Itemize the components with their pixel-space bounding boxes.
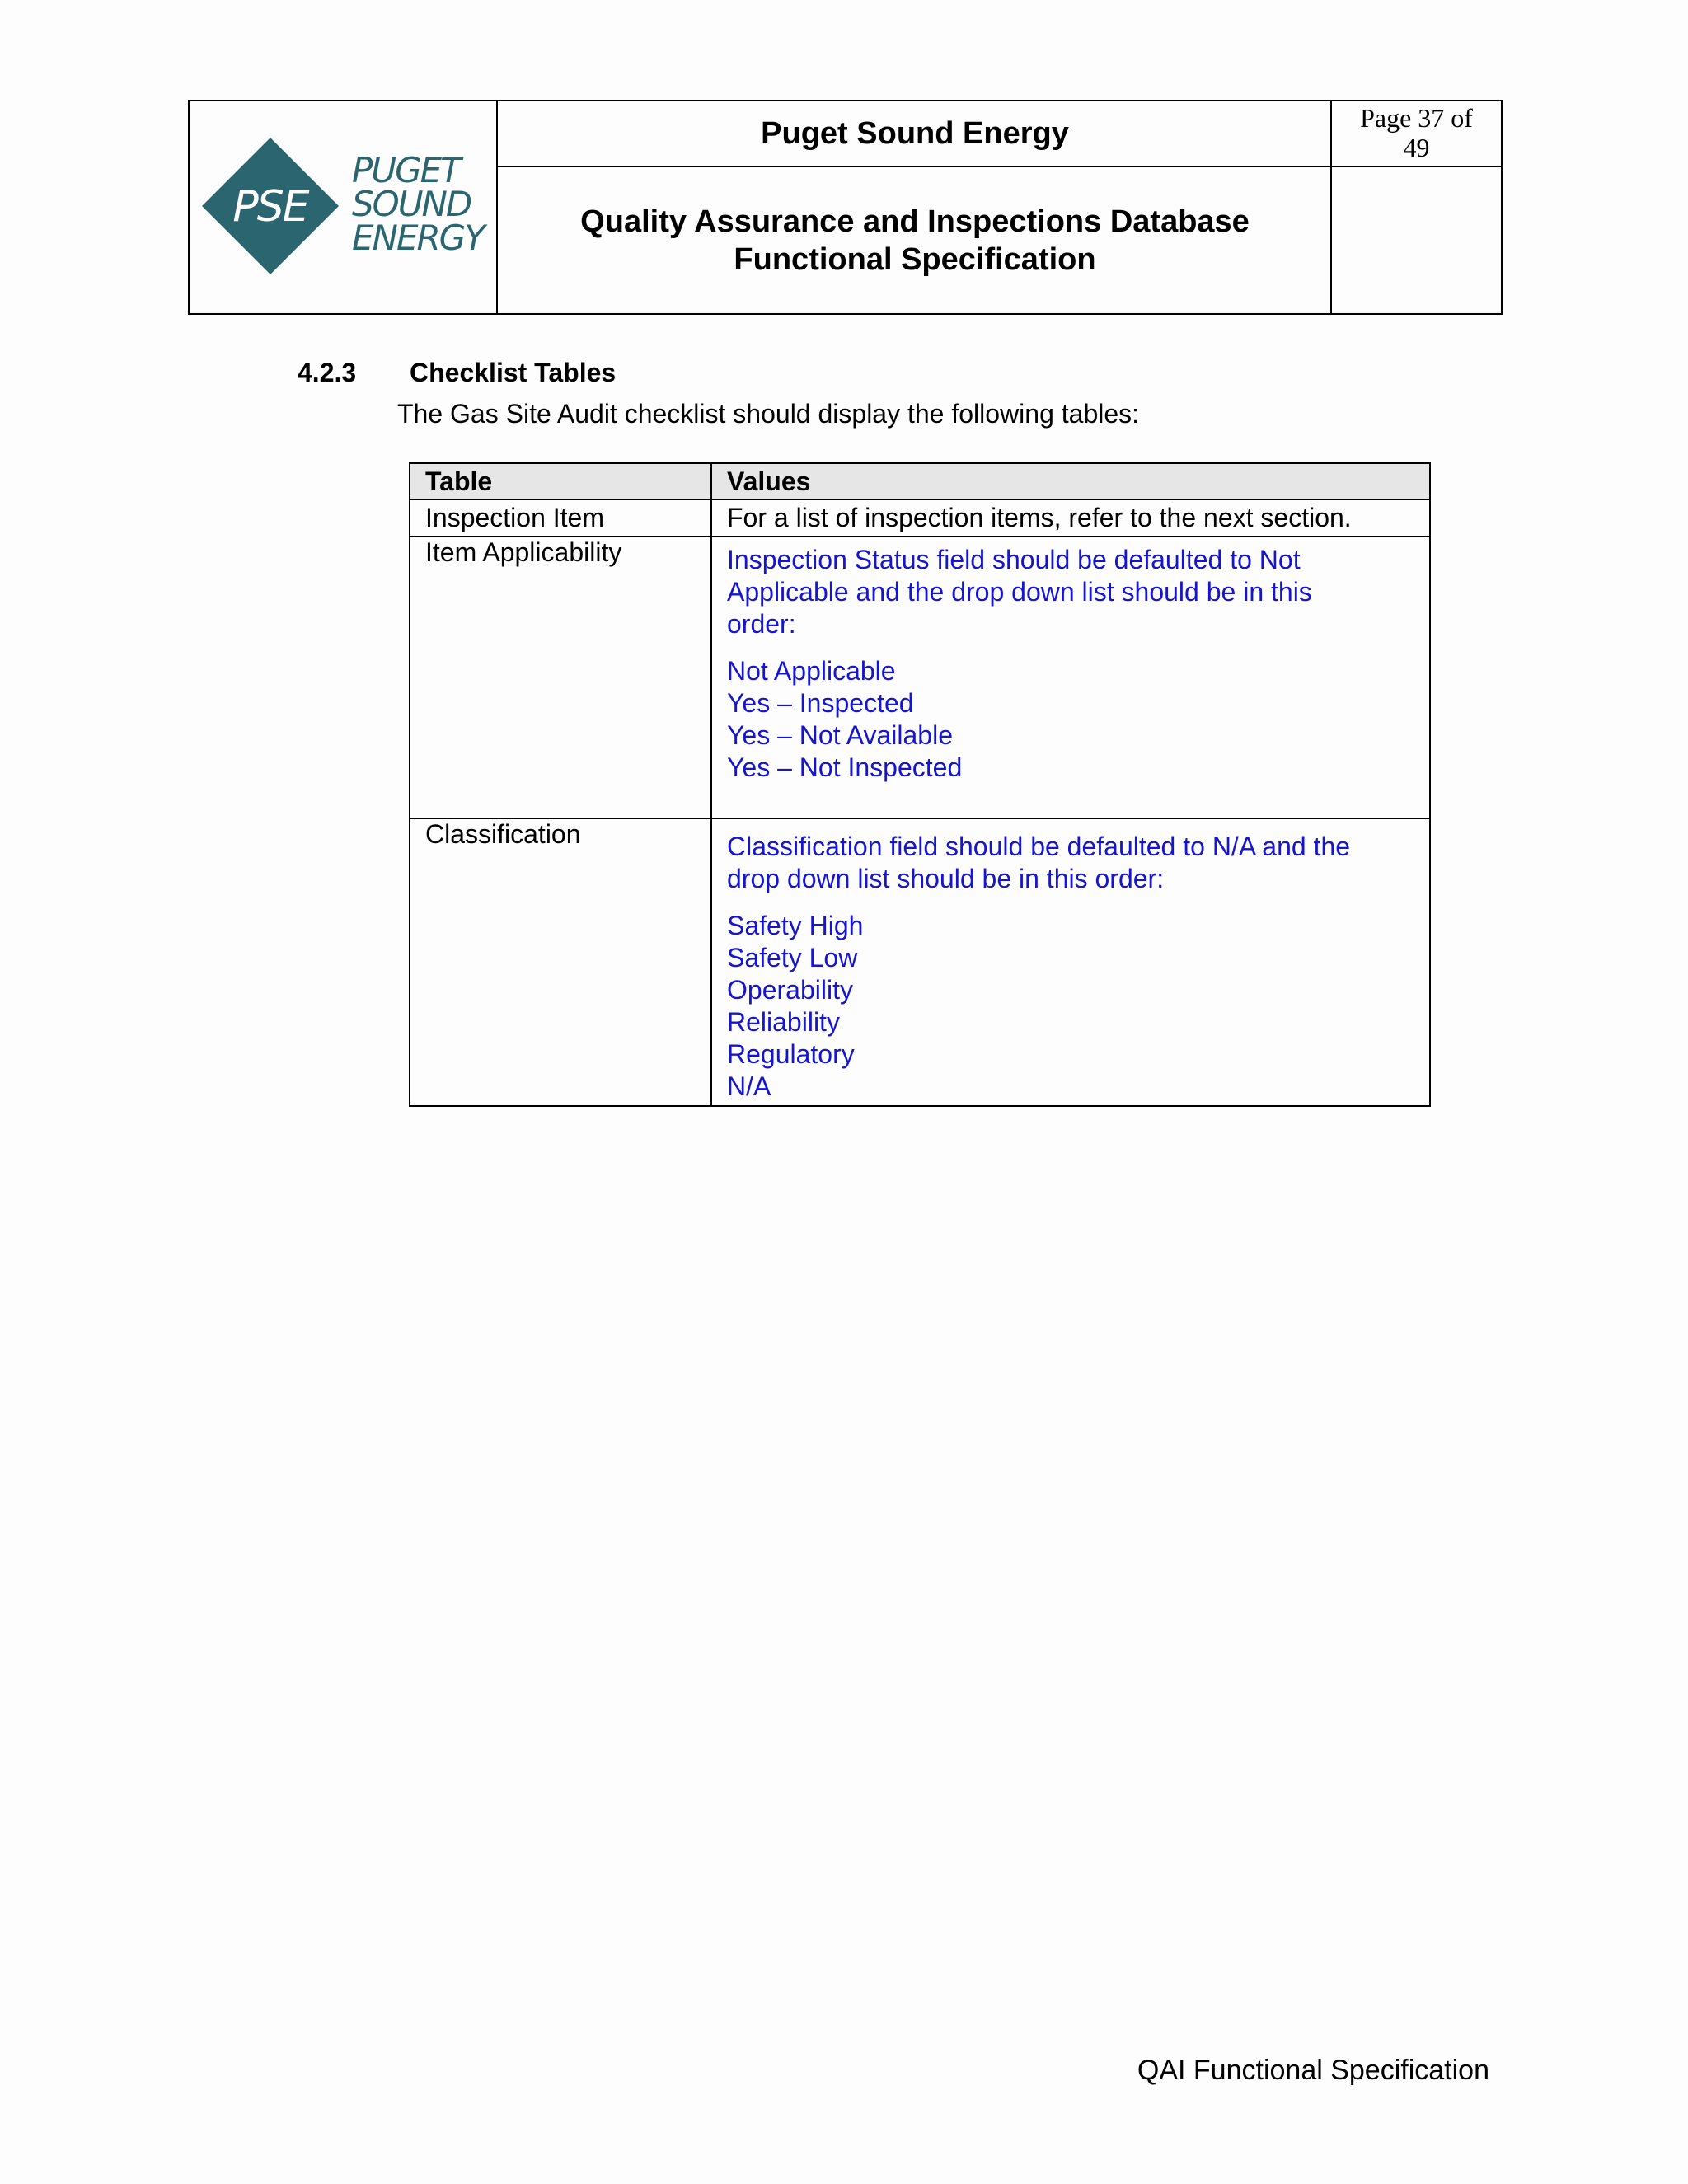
document-header: [188, 100, 1503, 315]
table-name-cell: Classification: [410, 818, 711, 1106]
value-description: Inspection Status field should be defaulted to Not: [727, 545, 1301, 574]
logo-word-2: SOUND: [352, 184, 471, 224]
list-option: Operability: [727, 975, 853, 1005]
list-option: Yes – Not Inspected: [727, 752, 963, 782]
list-option: Not Applicable: [727, 656, 896, 686]
logo-word-3: ENERGY: [352, 218, 484, 258]
list-option: Yes – Not Available: [727, 720, 953, 750]
list-option: Regulatory: [727, 1039, 855, 1069]
page-number-line: 49: [1403, 133, 1430, 162]
column-header: Values: [711, 463, 1430, 499]
list-option: Safety Low: [727, 943, 858, 972]
table-row: [410, 537, 1430, 818]
value-description: Applicable and the drop down list should be in this: [727, 577, 1312, 607]
document-title: [499, 167, 1330, 313]
page-footer: QAI Functional Specification: [1137, 2055, 1489, 2086]
table-value-cell: [711, 537, 1430, 818]
pse-logo: [190, 101, 498, 313]
table-value-cell: [711, 818, 1430, 1106]
company-name: Puget Sound Energy: [761, 115, 1069, 151]
table-name-cell: Inspection Item: [410, 499, 711, 537]
list-option: Yes – Inspected: [727, 688, 914, 718]
value-description: Classification field should be defaulted to N/A and the: [727, 832, 1351, 861]
list-option: N/A: [727, 1071, 771, 1101]
table-value-cell: For a list of inspection items, refer to the next section.: [711, 499, 1430, 537]
document-title-line: Quality Assurance and Inspections Database: [580, 204, 1250, 239]
checklist-table: [409, 462, 1431, 1107]
document-title-line: Functional Specification: [734, 241, 1096, 277]
list-option: Safety High: [727, 911, 864, 940]
column-header: Table: [410, 463, 711, 499]
table-header-row: [410, 463, 1430, 499]
section-number: 4.2.3: [298, 358, 357, 387]
table-row: [410, 499, 1430, 537]
list-option: Reliability: [727, 1007, 840, 1037]
value-description: order:: [727, 609, 796, 639]
table-row: [410, 818, 1430, 1106]
value-description: drop down list should be in this order:: [727, 864, 1165, 893]
table-name-cell: Item Applicability: [410, 537, 711, 818]
section-intro: The Gas Site Audit checklist should display the following tables:: [397, 399, 1140, 429]
logo-mark-text: PSE: [232, 182, 308, 232]
page-number: [1332, 101, 1501, 166]
page-number-line: Page 37 of: [1360, 103, 1473, 133]
section-title: Checklist Tables: [410, 358, 617, 387]
logo-word-1: PUGET: [352, 150, 460, 190]
